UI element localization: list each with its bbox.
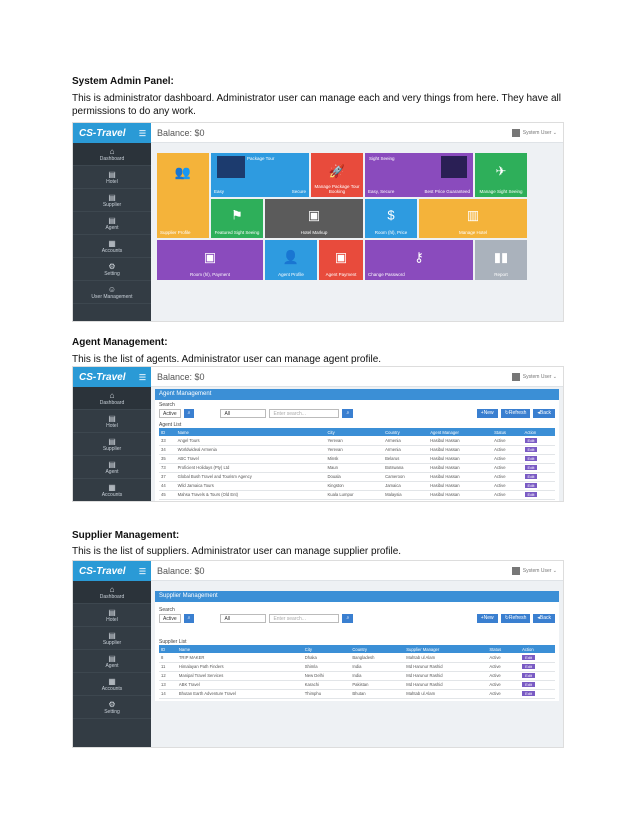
- search-input[interactable]: Enter search...: [269, 614, 339, 623]
- table-cell: [176, 499, 326, 502]
- supplier-panel: [155, 591, 559, 701]
- table-cell: Botswana: [383, 463, 428, 472]
- sidebar-item-label: Accounts: [101, 248, 123, 254]
- table-cell: Active: [492, 481, 522, 490]
- sidebar-icon: ⌂: [109, 147, 115, 156]
- section-desc-supplier: This is the list of suppliers. Administrator user can manage supplier profile.: [72, 546, 402, 557]
- column-header[interactable]: Country: [383, 428, 428, 436]
- table-cell: Kuala Lumpur: [325, 490, 383, 499]
- sight-photo: [441, 156, 467, 178]
- table-cell: Hasibul Hassan: [428, 463, 492, 472]
- table-cell: Thimphu: [303, 689, 351, 698]
- table-row: [159, 499, 555, 502]
- sidebar-item-accounts[interactable]: [73, 673, 151, 696]
- brand-logo: CS-Travel ☰: [73, 561, 151, 581]
- sidebar-item-label: Supplier: [102, 640, 122, 646]
- edit-button[interactable]: Edit: [525, 492, 538, 497]
- sidebar-item-dashboard[interactable]: [73, 143, 151, 166]
- table-row: [159, 662, 555, 671]
- sidebar-item-label: Hotel: [106, 423, 118, 429]
- filter-select[interactable]: All: [220, 409, 266, 418]
- edit-button[interactable]: [525, 501, 538, 502]
- column-header[interactable]: ID: [159, 645, 177, 653]
- bar-chart-icon: ▮▮: [493, 249, 509, 265]
- sidebar: [73, 561, 151, 747]
- agent-panel: [155, 389, 559, 502]
- table-cell: Hasibul Hassan: [428, 472, 492, 481]
- edit-button[interactable]: Edit: [525, 447, 538, 452]
- search-input[interactable]: Enter search...: [269, 409, 339, 418]
- table-cell: India: [350, 662, 404, 671]
- table-cell: Proficient Holidays (Pty) Ltd: [176, 463, 326, 472]
- refresh-button[interactable]: ↻Refresh: [501, 614, 531, 623]
- tile-agent-profile[interactable]: 👤 Agent Profile: [265, 240, 317, 280]
- sidebar-item-label: Accounts: [101, 686, 123, 692]
- sidebar-icon: ⌂: [109, 391, 115, 400]
- table-cell: Active: [487, 680, 520, 689]
- topbar: [151, 367, 563, 387]
- sidebar-item-label: Dashboard: [99, 156, 125, 162]
- table-cell: Mahtab ul Alam: [404, 689, 487, 698]
- supplier-table: [159, 645, 555, 699]
- key-icon: ⚷: [414, 249, 424, 265]
- table-row: [159, 653, 555, 662]
- brand-logo: CS-Travel ☰: [73, 367, 151, 387]
- column-header[interactable]: Supplier Manager: [404, 645, 487, 653]
- rocket-icon: 🚀: [328, 163, 346, 179]
- table-cell: Karachi: [303, 680, 351, 689]
- table-cell: Hasibul Hassan: [428, 490, 492, 499]
- airplane-icon: ✈: [495, 163, 507, 179]
- sidebar-item-label: Agent: [105, 225, 119, 231]
- avatar: [512, 373, 520, 381]
- table-row: [159, 454, 555, 463]
- table-cell: Kingston: [325, 481, 383, 490]
- menu-icon[interactable]: ☰: [138, 128, 146, 138]
- column-header[interactable]: Action: [520, 645, 555, 653]
- table-row: [159, 463, 555, 472]
- section-title-supplier: Supplier Management:: [72, 530, 180, 541]
- edit-button[interactable]: Edit: [522, 682, 535, 687]
- sidebar-item-agent[interactable]: [73, 650, 151, 673]
- table-cell: Armenia: [383, 445, 428, 454]
- table-cell: 33: [159, 436, 176, 445]
- table-cell: Global Bush Travel and Tourism Agency: [176, 472, 326, 481]
- sidebar-item-label: Agent: [105, 663, 119, 669]
- table-cell: Wild Jamaica Tours: [176, 481, 326, 490]
- tile-supplier-profile[interactable]: 👥 Supplier Profile: [157, 153, 209, 238]
- table-cell: Active: [492, 490, 522, 499]
- table-cell: 34: [159, 445, 176, 454]
- tile-manage-sight[interactable]: ✈ Manage Sight Seeing: [475, 153, 527, 197]
- money-icon: ▣: [334, 249, 348, 265]
- section-title-admin: System Admin Panel:: [72, 76, 174, 87]
- table-cell: Belarus: [383, 454, 428, 463]
- sidebar-item-agent[interactable]: [73, 456, 151, 479]
- table-cell: 44: [159, 481, 176, 490]
- balance-label: Balance: $0: [157, 371, 205, 382]
- sidebar-item-label: Dashboard: [99, 400, 125, 406]
- sidebar-icon: ▦: [108, 483, 116, 492]
- table-cell: Bhutan: [350, 689, 404, 698]
- column-header[interactable]: Name: [176, 428, 326, 436]
- table-cell: 35: [159, 454, 176, 463]
- edit-button[interactable]: Edit: [525, 438, 538, 443]
- sidebar-item-dashboard[interactable]: [73, 387, 151, 410]
- dashboard-screenshot: [72, 122, 564, 322]
- tile-agent-payment[interactable]: ▣ Agent Payment: [319, 240, 363, 280]
- sidebar-item-label: Supplier: [102, 202, 122, 208]
- search-label: Search: [159, 607, 175, 613]
- user-menu[interactable]: System User ⌄: [512, 567, 557, 575]
- tile-manage-package[interactable]: 🚀 Manage Package Tour Booking: [311, 153, 363, 197]
- column-header[interactable]: Name: [177, 645, 303, 653]
- search-icon[interactable]: ⌕: [342, 614, 353, 623]
- edit-button[interactable]: Edit: [522, 691, 535, 696]
- sidebar-icon: ⚙: [108, 262, 116, 271]
- sidebar-icon: ▤: [108, 437, 116, 446]
- table-cell: Armenia: [383, 436, 428, 445]
- sidebar-icon: ▤: [108, 608, 116, 617]
- user-icon: 👤: [282, 249, 300, 265]
- edit-button[interactable]: Edit: [525, 483, 538, 488]
- search-label: Search: [159, 402, 175, 408]
- sidebar-item-accounts[interactable]: [73, 235, 151, 258]
- table-row: [159, 481, 555, 490]
- table-cell: 45: [159, 490, 176, 499]
- new-button[interactable]: +New: [477, 614, 498, 623]
- balance-label: Balance: $0: [157, 127, 205, 138]
- table-cell: Active: [487, 662, 520, 671]
- agent-table: [159, 428, 555, 502]
- table-row: [159, 671, 555, 680]
- money-icon: ▣: [307, 207, 321, 223]
- table-cell: Yerevan: [325, 445, 383, 454]
- table-cell: Hasibul Hassan: [428, 481, 492, 490]
- sidebar-item-hotel[interactable]: [73, 604, 151, 627]
- tile-package-tour[interactable]: Package Tour Easy Secure: [211, 153, 309, 197]
- section-title-agent: Agent Management:: [72, 337, 168, 348]
- sidebar-icon: ▤: [108, 414, 116, 423]
- tile-room-price[interactable]: $ Room (hl), Price: [365, 199, 417, 238]
- section-desc-agent: This is the list of agents. Administrator user can manage agent profile.: [72, 354, 382, 365]
- sidebar-item-label: Supplier: [102, 446, 122, 452]
- table-row: [159, 436, 555, 445]
- refresh-button[interactable]: ↻Refresh: [501, 409, 531, 418]
- avatar: [512, 567, 520, 575]
- column-header[interactable]: Action: [523, 428, 555, 436]
- balance-label: Balance: $0: [157, 565, 205, 576]
- search-icon[interactable]: ⌕: [184, 614, 195, 623]
- tile-hotel-markup[interactable]: ▣ Hotel Markup: [265, 199, 363, 238]
- user-menu[interactable]: System User ⌄: [512, 129, 557, 137]
- sidebar-item-dashboard[interactable]: [73, 581, 151, 604]
- table-row: [159, 445, 555, 454]
- table-cell: Angel Tours: [176, 436, 326, 445]
- table-cell: Mahsa Travels & Tours (Old Ent): [176, 490, 326, 499]
- users-icon: 👥: [174, 164, 192, 180]
- topbar: [151, 561, 563, 581]
- table-cell: Yerevan: [325, 436, 383, 445]
- edit-button[interactable]: Edit: [525, 465, 538, 470]
- table-cell: [428, 499, 492, 502]
- list-title: Supplier List: [159, 639, 187, 645]
- edit-button[interactable]: Edit: [522, 664, 535, 669]
- table-cell: 14: [159, 689, 177, 698]
- table-cell: ABC Travel: [176, 454, 326, 463]
- table-cell: Bangladesh: [350, 653, 404, 662]
- sidebar-item-label: Setting: [104, 709, 120, 715]
- table-cell: [159, 499, 176, 502]
- table-cell: 37: [159, 472, 176, 481]
- table-cell: Active: [487, 689, 520, 698]
- table-cell: Hasibul Hassan: [428, 436, 492, 445]
- edit-button[interactable]: Edit: [522, 655, 535, 660]
- user-menu[interactable]: System User ⌄: [512, 373, 557, 381]
- dollar-icon: $: [387, 207, 395, 223]
- table-row: [159, 490, 555, 499]
- filter-select[interactable]: All: [220, 614, 266, 623]
- table-cell: [325, 499, 383, 502]
- sidebar-icon: ▤: [108, 460, 116, 469]
- column-header[interactable]: City: [303, 645, 351, 653]
- table-cell: [383, 499, 428, 502]
- sidebar-icon: ▤: [108, 193, 116, 202]
- table-cell: Active: [492, 436, 522, 445]
- table-cell: Active: [492, 445, 522, 454]
- sidebar-icon: ⚙: [108, 700, 116, 709]
- sidebar-item-agent[interactable]: [73, 212, 151, 235]
- sidebar-item-setting[interactable]: [73, 258, 151, 281]
- list-title: Agent List: [159, 422, 182, 428]
- sidebar-icon: ▦: [108, 239, 116, 248]
- table-cell: Cameroon: [383, 472, 428, 481]
- table-cell: Manipal Travel Services: [177, 671, 303, 680]
- back-button[interactable]: ◂Back: [533, 409, 555, 418]
- table-cell: Md Harunur Rashid: [404, 671, 487, 680]
- sidebar-icon: ▤: [108, 170, 116, 179]
- sidebar-item-label: Setting: [104, 271, 120, 277]
- table-cell: Jamaica: [383, 481, 428, 490]
- edit-button[interactable]: Edit: [525, 474, 538, 479]
- back-button[interactable]: ◂Back: [533, 614, 555, 623]
- table-row: [159, 472, 555, 481]
- sidebar-icon: ⌂: [109, 585, 115, 594]
- status-select[interactable]: Active: [159, 409, 181, 418]
- table-cell: Active: [487, 653, 520, 662]
- table-cell: Minsk: [325, 454, 383, 463]
- table-cell: India: [350, 671, 404, 680]
- table-cell: 12: [159, 671, 177, 680]
- avatar: [512, 129, 520, 137]
- table-cell: Dhaka: [303, 653, 351, 662]
- sidebar-item-label: Dashboard: [99, 594, 125, 600]
- column-header[interactable]: ID: [159, 428, 176, 436]
- sidebar-item-supplier[interactable]: [73, 627, 151, 650]
- sidebar-item-accounts[interactable]: [73, 479, 151, 502]
- sidebar-item-hotel[interactable]: [73, 410, 151, 433]
- table-cell: 11: [159, 662, 177, 671]
- table-cell: Mahtab ul Alam: [404, 653, 487, 662]
- section-desc-admin: This is administrator dashboard. Administrator user can manage each and very things from here. They have all permissions to do any work.: [72, 93, 561, 117]
- sidebar-item-supplier[interactable]: [73, 189, 151, 212]
- tile-manage-hotel[interactable]: ▥ Manage Hotel: [419, 199, 527, 238]
- table-cell: [492, 499, 522, 502]
- agent-screenshot: [72, 366, 564, 502]
- sidebar-icon: ▤: [108, 654, 116, 663]
- table-cell: 13: [159, 680, 177, 689]
- column-header[interactable]: Country: [350, 645, 404, 653]
- package-photo: [217, 156, 245, 178]
- topbar: [151, 123, 563, 143]
- column-header[interactable]: Status: [487, 645, 520, 653]
- tile-sight-seeing[interactable]: Sight Seeing Easy, Secure Best Price Guaranteed: [365, 153, 473, 197]
- table-cell: Malaysia: [383, 490, 428, 499]
- sidebar-icon: ☺: [107, 285, 117, 294]
- table-cell: Douala: [325, 472, 383, 481]
- sidebar-item-label: Hotel: [106, 617, 118, 623]
- tile-report[interactable]: ▮▮ Report: [475, 240, 527, 280]
- search-icon[interactable]: ⌕: [342, 409, 353, 418]
- sidebar: [73, 123, 151, 321]
- sidebar-item-supplier[interactable]: [73, 433, 151, 456]
- table-cell: Md Harunur Rashid: [404, 680, 487, 689]
- panel-header: Supplier Management: [155, 591, 559, 602]
- status-select[interactable]: Active: [159, 614, 181, 623]
- table-cell: Worldwideal Armenia: [176, 445, 326, 454]
- brand-logo: CS-Travel ☰: [73, 123, 151, 143]
- table-cell: Hasibul Hassan: [428, 454, 492, 463]
- column-header[interactable]: Status: [492, 428, 522, 436]
- table-cell: 8: [159, 653, 177, 662]
- tile-room-payment[interactable]: ▣ Room (hl), Payment: [157, 240, 263, 280]
- table-cell: New Delhi: [303, 671, 351, 680]
- sidebar-item-user-management[interactable]: [73, 281, 151, 304]
- tile-featured-sight[interactable]: ⚑ Featured Sight Seeing: [211, 199, 263, 238]
- sidebar-icon: ▤: [108, 216, 116, 225]
- table-cell: Md Harunur Rashid: [404, 662, 487, 671]
- table-cell: Himalayan Path Finders: [177, 662, 303, 671]
- sidebar-item-label: Agent: [105, 469, 119, 475]
- table-cell: Pakistan: [350, 680, 404, 689]
- table-cell: TRIP MAKER: [177, 653, 303, 662]
- edit-button[interactable]: Edit: [525, 456, 538, 461]
- money-icon: ▣: [203, 249, 217, 265]
- menu-icon[interactable]: ☰: [138, 566, 146, 576]
- table-cell: Hasibul Hassan: [428, 445, 492, 454]
- table-cell: Maun: [325, 463, 383, 472]
- new-button[interactable]: +New: [477, 409, 498, 418]
- building-icon: ▥: [466, 207, 480, 223]
- edit-button[interactable]: Edit: [522, 673, 535, 678]
- menu-icon[interactable]: ☰: [138, 372, 146, 382]
- column-header[interactable]: City: [325, 428, 383, 436]
- tile-change-password[interactable]: ⚷ Change Password: [365, 240, 473, 280]
- column-header[interactable]: Agent Manager: [428, 428, 492, 436]
- sidebar-item-setting[interactable]: [73, 696, 151, 719]
- panel-header: Agent Management: [155, 389, 559, 400]
- sidebar-icon: ▦: [108, 677, 116, 686]
- table-cell: Active: [492, 454, 522, 463]
- table-cell: 73: [159, 463, 176, 472]
- sidebar-icon: ▤: [108, 631, 116, 640]
- sidebar-item-label: Hotel: [106, 179, 118, 185]
- table-cell: Bhutan Earth Adventure Travel: [177, 689, 303, 698]
- sidebar-item-hotel[interactable]: [73, 166, 151, 189]
- supplier-screenshot: [72, 560, 564, 748]
- table-cell: Active: [492, 472, 522, 481]
- table-cell: Active: [487, 671, 520, 680]
- table-cell: Active: [492, 463, 522, 472]
- table-row: [159, 680, 555, 689]
- table-row: [159, 689, 555, 698]
- sidebar-item-label: User Management: [91, 294, 133, 300]
- sidebar: [73, 367, 151, 501]
- search-icon[interactable]: ⌕: [184, 409, 195, 418]
- sidebar-item-label: Accounts: [101, 492, 123, 498]
- flag-icon: ⚑: [231, 207, 243, 223]
- table-cell: Shimla: [303, 662, 351, 671]
- table-cell: ABK Travel: [177, 680, 303, 689]
